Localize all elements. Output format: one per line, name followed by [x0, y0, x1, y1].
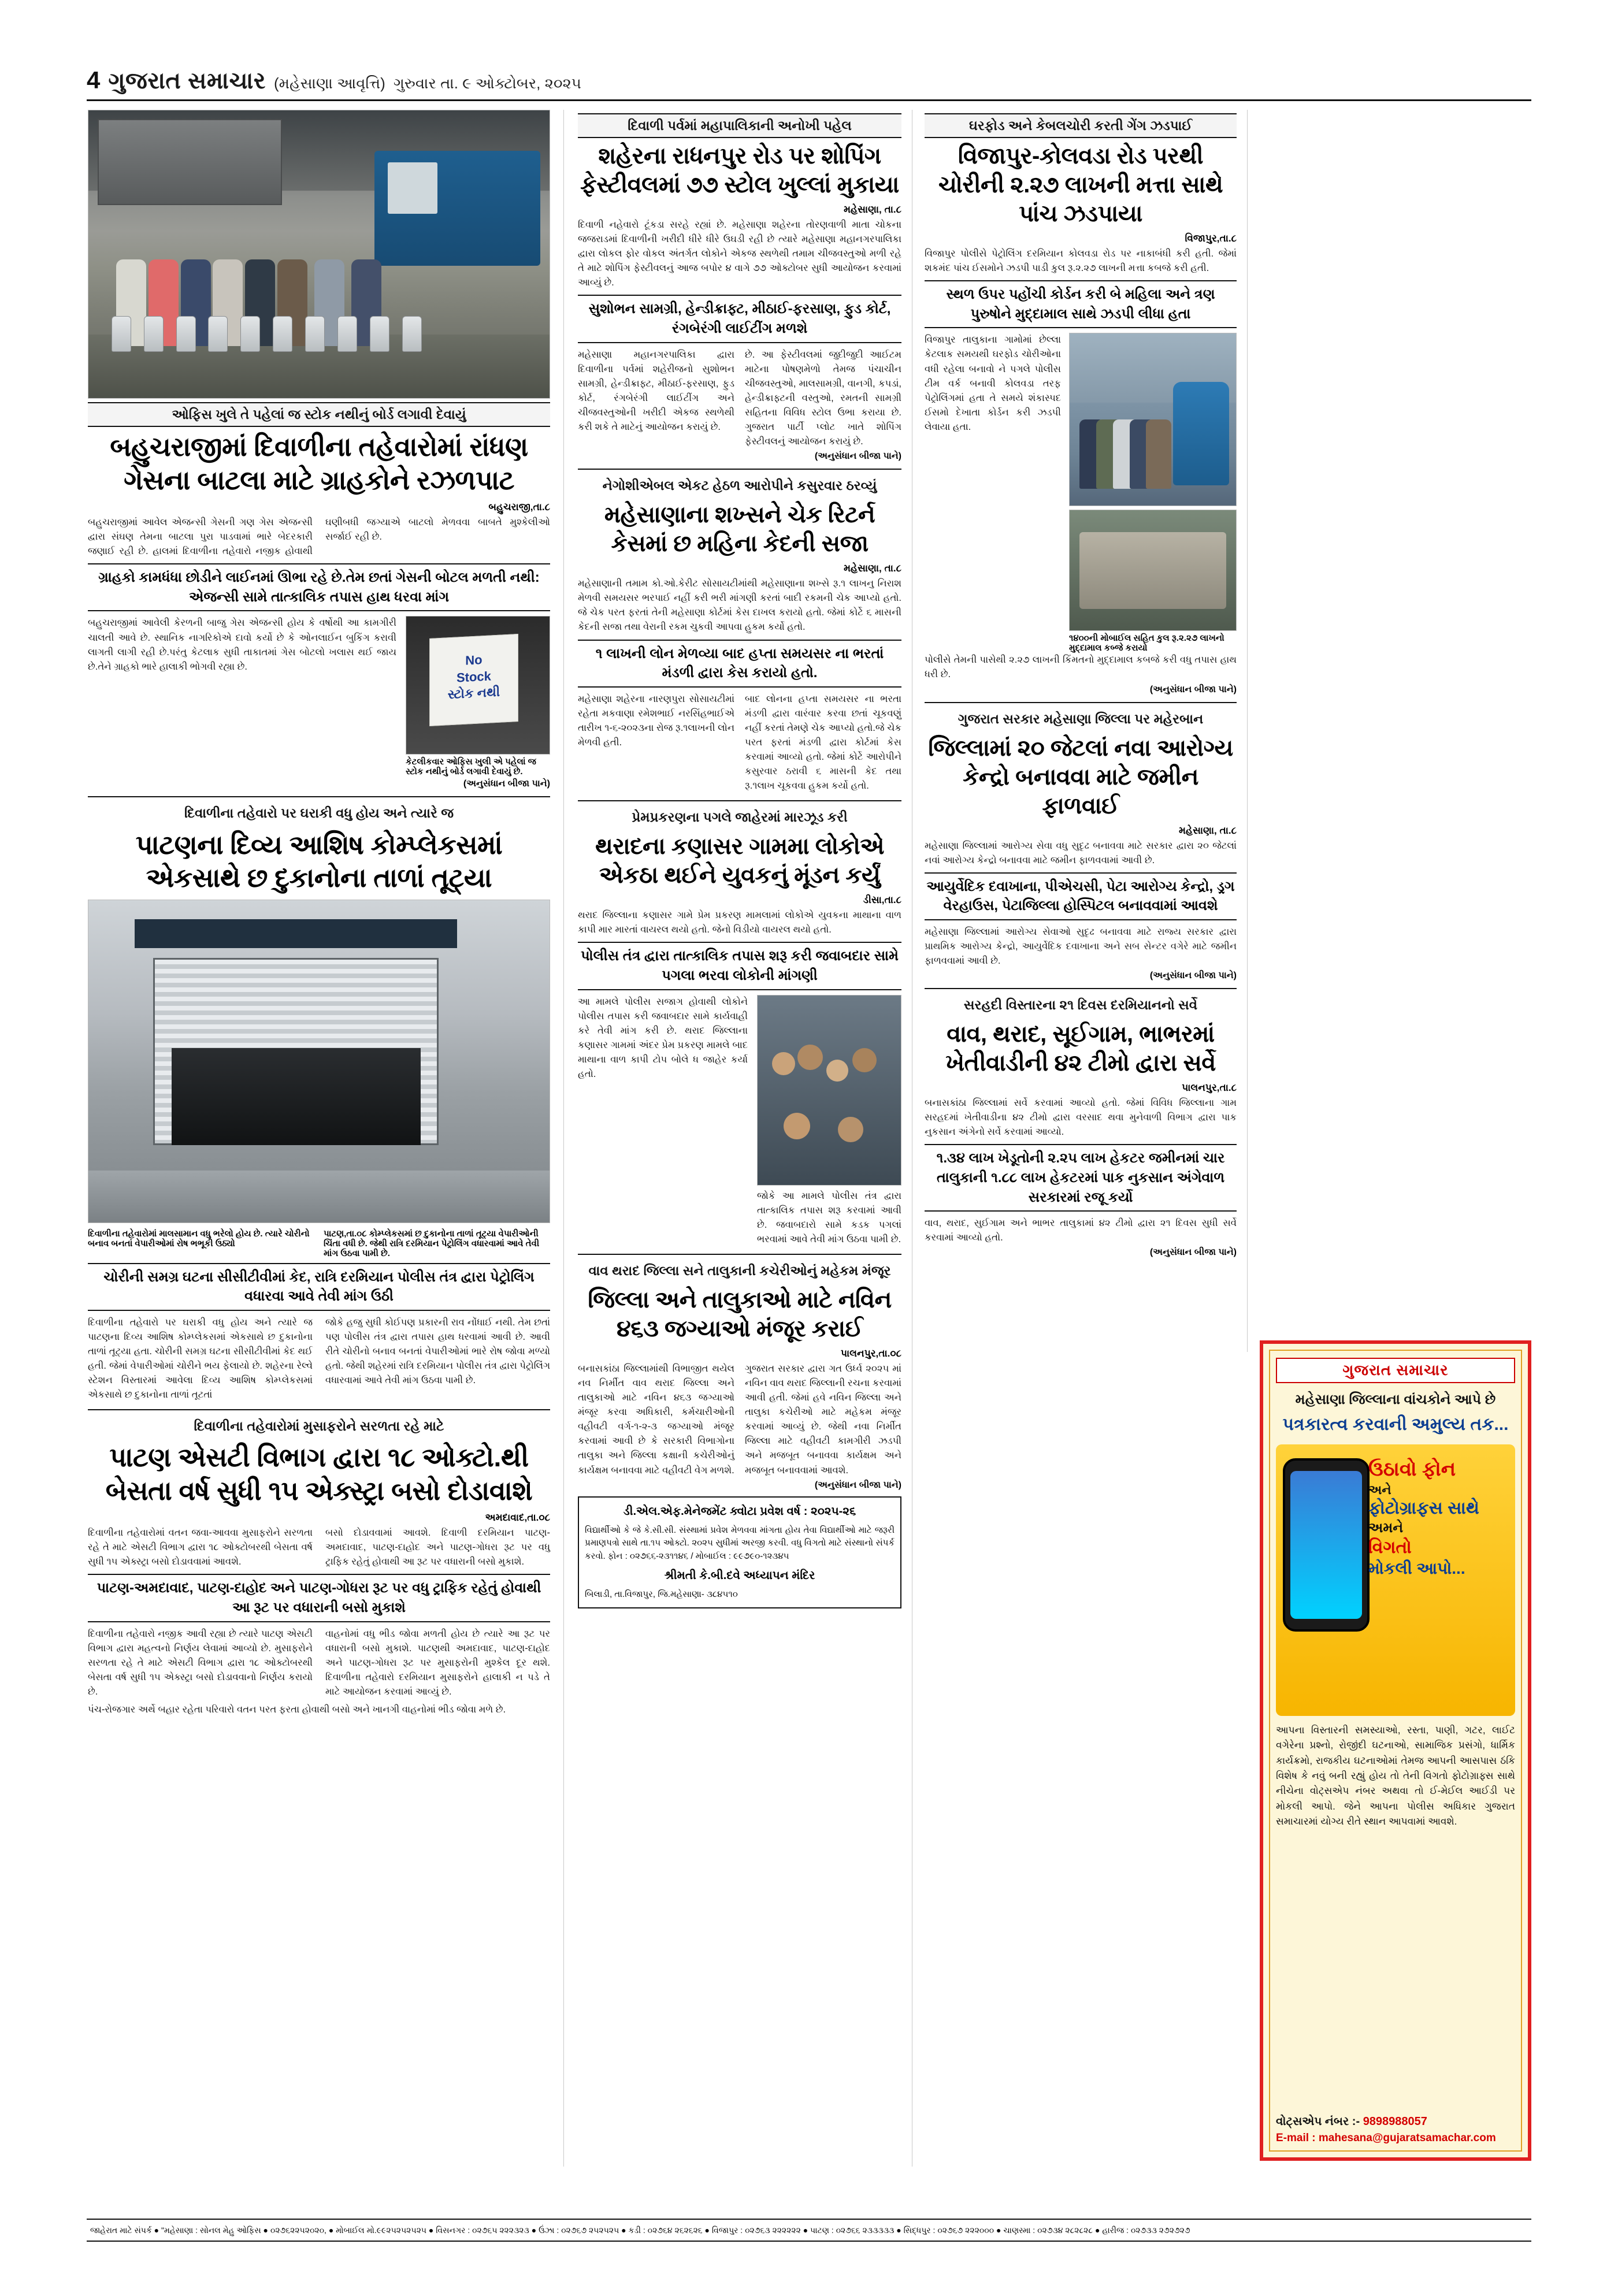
masthead-rule — [87, 99, 1531, 101]
c3-story2-p2: મહેસાણા જિલ્લામાં આરોગ્ય સેવાઓ સુદૃઢ બનાવવા માટે રાજ્ય સરકાર દ્વારા પ્રાથમિક આરોગ્ય કેન્દ્રો, આયુર્વેદિક દવાખાના અને સબ સેન્ટર વગેરે માટે જમીન ફાળવવામાં આવી છે. — [925, 926, 1237, 967]
c3-story2-kicker: ગુજરાત સરકાર મહેસાણા જિલ્લા પર મહેરબાન — [958, 711, 1204, 726]
ad-whatsapp-label: વોટ્સએપ નંબર :- — [1276, 2115, 1360, 2128]
c2-story3-headline: થરાદના કણાસર ગામમા લોકોએ એકઠા થઈને યુવકનું મૂંડન કર્યું — [595, 834, 884, 889]
photo-police-with-accused — [1069, 333, 1237, 506]
ad-line1: મહેસાણા જિલ્લાના વાંચકોને આપે છે — [1295, 1392, 1496, 1407]
c2-story4-body — [578, 1362, 901, 1478]
c2-story1-byline: મહેસાણા, તા.૮ — [844, 204, 901, 216]
photo-no-stock-board: No Stock સ્ટોક નથી — [406, 616, 550, 755]
c2-story4-p2: ગુજરાત સરકાર દ્વારા ગત ઉર્ધ્વ ૨૦૨૫ માં નવિન વાવ થરાદ જિલ્લાની રચના કરવામાં આવી હતી. જેમાં હવે નવિન જિલ્લા અને તાલુકા કચેરીઓ માટે મહેકમ મંજૂર કરવામાં આવ્યું છે. જેથી નવા નિર્મીત જિલ્લા માટે વહીવટી કામગીરી ઝડપી અને મજબૂત બનાવવા કાર્યક્ષમ અને મજબૂત બનાવવામાં આવશે. — [745, 1364, 901, 1476]
c2-divider-2 — [578, 800, 901, 801]
story3-byline: અમદાવાદ,તા.૦૮ — [485, 1512, 550, 1524]
page-number: 4 — [87, 66, 101, 94]
photo-village-crowd — [757, 995, 901, 1186]
c2-story1-p1: દિવાળી નહેવારો ટૂંકડા સરહે રહ્યાં છે. મહેસાણા શહેરના તોરણવાળી માતા ચોકના જજરાડમાં દિવાળીની ખરીદી ધીરે ધીરે ઉઘડી રહી છે ત્યારે મહેસાણા મહાનગરપાલિકા દ્વારા લોકલ ફોર વોકલ અંતર્ગત લોકોને એકજ સ્થળેથી તમામ ચીજવસ્તુઓ મળી રહે તે માટે શોપિંગ ફેસ્ટીવલનું આજ બપોર ૪ વાગે ૭૭ ઓક્ટોબર સુધી આયોજન કરવામાં આવ્યું છે. — [578, 220, 901, 288]
c3-story2-boldline: આયુર્વેદિક દવાખાના, પીએચસી, પેટા આરોગ્ય કેન્દ્રો, ડ્રગ વેરહાઉસ, પેટાજિલ્લા હોસ્પિટલ બનાવવામાં આવશે — [925, 872, 1237, 920]
c3-divider-1 — [925, 702, 1237, 703]
c3-story1-byline: વિજાપુર,તા.૮ — [1185, 233, 1237, 244]
story2-photo-captions — [88, 1227, 550, 1258]
edition-label: (મહેસાણા આવૃત્તિ) — [273, 75, 385, 92]
c2-story3-p1: થરાદ જિલ્લાના કણાસર ગામે પ્રેમ પ્રકરણ મામલામાં લોકોએ યુવકના માથાના વાળ કાપી માર મારતાં વાયરલ થયો હતો. જેનો વિડીયો વાયરલ થયો હતો. — [578, 910, 901, 935]
ad-body-text: આપના વિસ્તારની સમસ્યાઓ, રસ્તા, પાણી, ગટર, લાઈટ વગેરેના પ્રશ્નો, રોજીંદી ઘટનાઓ, સામાજિક પ્રસંગો, ધાર્મિક કાર્યક્રમો, રાજકીય ઘટનાઓમાં તેમજ આપની આસપાસ ઠંકિ વિશેષ કે નવું બની રહ્યું હોય તો તેની વિગતો ફોટોગ્રાફ્સ સાથે નીચેના વોટ્સએપ નંબર અથવા તો ઈ-મેઈલ આઈડી પર મોકલી આપો. જેને આપના પોલીસ અધિકાર ગુજરાત સમાચારમાં યોગ્ય રીતે સ્થાન આપવામાં આવશે. — [1276, 1725, 1515, 1827]
c2-story1-p2: મહેસાણા મહાનગરપાલિકા દ્વારા દિવાળીના પર્વમાં શહેરીજનો સુશોભન સામગ્રી, હેન્ડીક્રાફ્ટ, મીઠાઈ-ફરસાણ, ફુડ કોર્ટ, રંગબેરંગી લાઈટીંગ અને ચીજવસ્તુઓની ખરીદી એકજ સ્થળેથી કરી શકે તે માટેનું આયોજન કરાયું છે. — [578, 349, 734, 433]
photo-gas-cylinder-queue — [88, 110, 550, 399]
c2-story4-p1: બનાસકાંઠા જિલ્લામાંથી વિભાજીત થયેલ નવ નિર્મીત વાવ થરાદ જિલ્લા અને તાલુકાઓ માટે નવિન ૪૬૩ જગ્યાઓ મંજૂર કરવા અધિકારી, કર્મચારીઓની વહીવટી વર્ગ-૧-૨-૩ જગ્યાઓ મંજૂર કરવામાં આવી છે કે સરકારી વિભાગોના તાલુકા અને જિલ્લા કક્ષાની કચેરીઓનું કાર્યક્ષમ બનાવવા માટે વહીવટી વેગ મળશે. — [578, 1364, 734, 1476]
c2-story1-kicker: દિવાળી પર્વમાં મહાપાલિકાની અનોખી પહેલ — [578, 113, 901, 138]
story1-continued: (અનુસંધાન બીજા પાને) — [463, 779, 550, 789]
c3-story1-media — [925, 333, 1237, 653]
ad-whatsapp-row[interactable] — [1276, 2115, 1515, 2128]
story2-body-right: જોકે હજુ સુધી કોઈપણ પ્રકારની રાવ નોંધાઈ નથી. તેમ છતાં પણ પોલીસ તંત્ર દ્વારા તપાસ હાથ ધરવામાં આવી છે. આવી રીતે ચોરીનો બનાવ બનતાં વેપારીઓમાં ભારે રોષ જોવા મળ્યો હતો. જેથી શહેરમાં રાત્રિ દરમિયાન પોલીસ તંત્ર દ્વારા પેટ્રોલિંગ વધારવામાં આવે તેવી માંગ ઉઠવા પામી છે. — [325, 1317, 550, 1386]
boxad-institute-name: શ્રીમતી કે.બી.દવે અધ્યાપન મંદિર — [664, 1569, 815, 1582]
c3-story1-photo-caption: ૧૪૦૦ની મોબાઈલ સહિત કુલ રૂ.૨.૨૭ લાખનો મુદ્દામાલ કબ્જે કરાયો — [1069, 633, 1224, 653]
ad-big3: ફોટોગ્રાફસ સાથે — [1368, 1499, 1479, 1518]
column-divider-1 — [563, 110, 564, 2167]
phone-icon — [1283, 1458, 1370, 1632]
story3-body-right: બસો દોડાવવામાં આવશે. દિવાળી દરમિયાન પાટણ-અમદાવાદ, પાટણ-દાહોદ અને પાટણ-ગોધરા રૂટ પર વધુ ટ્રાફિક રહેતું હોવાથી આ રૂટ પર વધારાની બસો મુકાશે. — [325, 1528, 550, 1567]
story1-body-top — [88, 515, 550, 559]
c2-story2-byline: મહેસાણા, તા.૮ — [844, 563, 901, 574]
story1-lower — [88, 616, 550, 777]
story3-body-left: દિવાળીના તહેવારોમાં વતન જવા-આવવા મુસાફરોને સરળતા રહે તે માટે એસટી વિભાગ દ્વારા ૧૮ ઓક્ટોબરથી બેસતા વર્ષ સુધી ૧૫ એક્સ્ટ્રા બસો દોડાવવામાં આવશે. — [88, 1528, 313, 1567]
photo-no-stock-caption: કેટલીકવાર ઓફિસ ખુલી એ પહેલાં જ સ્ટોક નથીનું બોર્ડ લગાવી દેવાયું છે. — [406, 757, 536, 777]
c2-story2-boldline: ૧ લાખની લોન મેળવ્યા બાદ હપ્તા સમયસર ના ભરતાં મંડળી દ્વારા કેસ કરાયો હતો. — [578, 640, 901, 688]
ad-whatsapp-number[interactable]: 9898988057 — [1363, 2115, 1427, 2128]
story3-subhead: પાટણ-અમદાવાદ, પાટણ-દાહોદ અને પાટણ-ગોધરા રૂટ પર વધુ ટ્રાફિક રહેતું હોવાથી આ રૂટ પર વધારાની બસો મુકાશે — [88, 1574, 550, 1622]
story3-tail — [88, 1627, 550, 1699]
c3-story3-byline: પાલનપુર,તા.૮ — [1182, 1082, 1237, 1094]
story1-subhead: ગ્રાહકો કામધંધા છોડીને લાઈનમાં ઊભા રહે છે.તેમ છતાં ગેસની બોટલ મળતી નથી: એજન્સી સામે તાત્કાલિક તપાસ હાથ ધરવા માંગ — [88, 563, 550, 611]
date-line: ગુરુવાર તા. ૯ ઓક્ટોબર, ૨૦૨૫ — [393, 75, 581, 92]
c2-story2-headline: મહેસાણાના શખ્સને ચેક રિટર્ન કેસમાં છ મહિના કેદની સજા — [604, 502, 875, 557]
story3-kicker: દિવાળીના તહેવારોમાં મુસાફરોને સરળતા રહે માટે — [194, 1418, 444, 1434]
footer-text: જાહેરાત માટે સંપર્ક ● "મહેસાણા : સોનલ મેહુ ઓફિસ ● ૦૨૭૬૨૨૫૨૦૨૦, ● મોબાઈલ મો.૯૯૨૫૨૫૨૫૨૫ ● વિસનગર : ૦૨૭૬૫ ૨૨૨૩૨૩ ● ઉંઝા : ૦૨૭૬૭ ૨૫૨૫૨૫ ● કડી : ૦૨૭૬૪ ૨૬૨૬૨૬ ● વિજાપુર : ૦૨૭૬૩ ૨૨૨૨૨૨ ● પાટણ : ૦૨૭૬૬ ૨૩૩૩૩૩ ● સિદ્ધપુર : ૦૨૭૬૭ ૨૨૨૦૦૦ ● ચાણસ્મા : ૦૨૭૩૪ ૨૮૨૮૨૮ ● હારીજ : ૦૨૭૩૩ ૨૭૨૭૨૭ — [90, 2225, 1190, 2235]
story2-body-left: દિવાળીના તહેવારો પર ઘરાકી વધુ હોય અને ત્યારે જ પાટણના દિવ્ય આશિષ કોમ્પ્લેકસમાં એકસાથે છ દુકાનોના તાળાં તૂટ્યા હતા. ચોરીની સમગ્ર ઘટના સીસીટીવીમાં કેદ થઈ હતી. જેમાં વેપારીઓમાં ચોરીને ભય ફેલાયો છે. શહેરના રેલ્વે સ્ટેશન વિસ્તારમાં આવેલા દિવ્ય આશિષ કોમ્પ્લેકસમાં એકસાથે છ દુકાનોના તાળાં તૂટતાં — [88, 1317, 313, 1400]
story3-tail-left: દિવાળીના તહેવારો નજીક આવી રહ્યા છે ત્યારે પાટણ એસટી વિભાગ દ્વારા મહત્વનો નિર્ણય લેવામાં આવ્યો છે. મુસાફરોને સરળતા રહે તે માટે એસટી વિભાગ દ્વારા ૧૮ ઓક્ટોબરથી બેસતા વર્ષ સુધી ૧૫ એક્સ્ટ્રા બસો દોડાવવાનો નિર્ણય કરાયો છે. — [88, 1628, 313, 1697]
c2-story2-kicker: નેગોશીએબલ એકટ હેઠળ આરોપીને કસુરવાર ઠરવ્યું — [602, 478, 877, 493]
c2-story1-body — [578, 348, 901, 449]
c2-story2-p1: મહેસાણાની તમામ કો.ઓ.કેરીટ સોસાયટીમાંથી મહેસાણાના શખ્સે રૂ.૧ લાખનુ નિરાશ મેળવી સમયસર ભરપાઈ નહીં કરી ભરી માંગણી કરતાં બાદી રકમની ચેક આપ્યો હતો. જે ચેક પરત ફરતાં તેની મહેસાણા કોર્ટમાં કેસ દાખલ કરાયો હતો. જેમાં કોર્ટે ૬ માસની કેદની સજા તથા વેરાની રકમ ચુકવી આપવા હુકમ કર્યો હતો. — [578, 578, 901, 633]
c3-story3-kicker: સરહદી વિસ્તારના ૨૧ દિવસ દરમિયાનનો સર્વે — [963, 997, 1198, 1013]
story2-body — [88, 1316, 550, 1402]
story2-caption-left: દિવાળીના તહેવારોમાં માલસામાન વધુ ભરેલો હોય છે. ત્યારે ચોરીનો બનાવ બનતાં વેપારીઓમાં રોષ ભભૂકી ઉઠ્યો — [88, 1228, 310, 1249]
story1-headline: બહુચરાજીમાં દિવાળીના તહેવારોમાં રાંધણ ગેસના બાટલા માટે ગ્રાહકોને રઝળપાટ — [110, 432, 528, 495]
c2-story1-headline: શહેરના રાધનપુર રોડ પર શોપિંગ ફેસ્ટીવલમાં ૭૭ સ્ટોલ ખુલ્લાં મુકાયા — [580, 143, 899, 198]
column-3 — [925, 110, 1237, 1258]
story-divider-1 — [88, 796, 550, 797]
ad-brand-logo: ગુજરાત સમાચાર — [1276, 1358, 1515, 1383]
c2-divider-3 — [578, 1254, 901, 1255]
masthead — [87, 52, 1531, 92]
c2-divider-1 — [578, 469, 901, 470]
photo-broken-shutter-shop — [88, 900, 550, 1223]
ad-big2: અને — [1368, 1482, 1391, 1497]
ad-inner — [1269, 1350, 1522, 2152]
story1-para1: બહુચરાજીમાં આવેલ એજન્સી ગેસની ગણ ગેસ એજન્સી દ્વારા સંઘણ તેમના બાટલા પુરા પાડવામાં ભારે બેદરકારી જણાઈ રહી છે. હાલમાં દિવાળીના તહેવારો નજીક હોવાથી ઘણીબધી જગ્યાએ બાટલો મેળવવા બાબતે મુશ્કેલીઓ સર્જાઈ રહી છે. — [88, 517, 550, 557]
ad-line2: પત્રકારત્વ કરવાની અમુલ્ય તક... — [1282, 1414, 1509, 1434]
story2-caption-right: પાટણ,તા.૦૮ કોમ્પ્લેકસમાં છ દુકાનોના તાળાં તૂટ્યા વેપારીઓની ચિંતા વધી છે. જેથી રાત્રિ દરમિયાન પેટ્રોલિંગ વધારવામાં આવે તેવી માંગ ઉઠવા પામી છે. — [324, 1228, 540, 1258]
c2-story2-body — [578, 692, 901, 794]
story3-body — [88, 1526, 550, 1569]
story3-footer-note: પંચ-રોજગાર અર્થે બહાર રહેતા પરિવારો વતન પરત ફરતા હોવાથી બસો અને ખાનગી વાહનોમાં ભીડ જોવા મળે છે. — [88, 1704, 506, 1715]
c3-story3-continued: (અનુસંધાન બીજા પાને) — [1149, 1247, 1237, 1258]
column-2 — [578, 110, 901, 1608]
ad-big6: મોકલી આપો... — [1368, 1559, 1465, 1578]
c3-story3-boldline: ૧.૩૪ લાખ ખેડૂતોની ૨.૨૫ લાખ હેકટર જમીનમાં ચાર તાલુકાની ૧.૮૮ લાખ હેકટરમાં પાક નુકસાન અંગેવાળ સરકારમાં રજૂ કર્યો — [925, 1144, 1237, 1212]
column-1 — [88, 110, 550, 1717]
story2-kicker: દિવાળીના તહેવારો પર ઘરાકી વધુ હોય અને ત્યારે જ — [184, 805, 454, 821]
c3-divider-2 — [925, 988, 1237, 989]
ad-big5: વિગતો — [1368, 1537, 1412, 1557]
c3-story2-headline: જિલ્લામાં ૨૦ જેટલાં નવા આરોગ્ય કેન્દ્રો બનાવવા માટે જમીન ફાળવાઈ — [928, 735, 1233, 819]
c3-story2-continued: (અનુસંધાન બીજા પાને) — [1149, 971, 1237, 981]
c3-story3-headline: વાવ, થરાદ, સૂઈગામ, ભાભરમાં ખેતીવાડીની ૪૨ ટીમો દ્વારા સર્વે — [945, 1021, 1216, 1076]
c3-story1-boldline: સ્થળ ઉપર પહોંચી કોર્ડન કરી બે મહિલા અને ત્રણ પુરુષોને મુદ્દામાલ સાથે ઝડપી લીધા હતા — [925, 280, 1237, 328]
c2-story1-p3: છે. આ ફેસ્ટીવલમાં જુદીજુદી આઈટમ માટેના પોષણમેળો તેમજ પંચાચીન ચીજવસ્તુઓ, માલસામગ્રી, વાનગી, કપડાં, હેન્ડીક્રાફ્ટની વસ્તુઓ, રમતની સામગ્રી સહિતના વિવિધ સ્ટોલ ઉભા કરાયા છે. ગુજરાત પાર્ટી પ્લોટ ખાતે શોપિંગ ફેસ્ટીવલનું આયોજન કરાયું છે. — [745, 349, 901, 447]
story1-byline: બહુચરાજી,તા.૮ — [488, 501, 550, 513]
c2-story1-continued: (અનુસંધાન બીજા પાને) — [814, 451, 901, 462]
c3-story1-p2: વિજાપુર તાલુકાના ગામોમાં છેલ્લા કેટલાક સમયથી ઘરફોડ ચોરીઓના વધી રહેલા બનાવો ને પગલે પોલીસ ટીમ વર્ક બનાવી કોલવડા તરફ પેટ્રોલિંગમાં હતા તે સમયે શંકાસ્પદ ઈસમો દેખાતા કોર્ડન કરી ઝડપી લેવાયા હતા. — [925, 335, 1061, 432]
story3-headline: પાટણ એસટી વિભાગ દ્વારા ૧૮ ઓક્ટો.થી બેસતા વર્ષ સુધી ૧૫ એક્સ્ટ્રા બસો દોડાવાશે — [105, 1442, 533, 1506]
footer-contact-strip — [87, 2219, 1531, 2242]
photo-seized-goods — [1069, 510, 1237, 631]
c2-story4-kicker: વાવ થરાદ જિલ્લા સને તાલુકાની કચેરીઓનું મહેકમ મંજૂર — [588, 1262, 891, 1278]
ad-big4: અમને — [1368, 1519, 1404, 1536]
c3-story1-kicker: ઘરફોડ અને કેબલચોરી કરતી ગેંગ ઝડપાઈ — [925, 113, 1237, 138]
box-advertisement — [578, 1496, 901, 1608]
c2-story3-boldline: પોલીસ તંત્ર દ્વારા તાત્કાલિક તપાસ શરૂ કરી જવાબદાર સામે પગલા ભરવા લોકોની માંગણી — [578, 942, 901, 990]
story1-para3: બહુચરાજીમાં આવેલી કેરળની બાજુ ગેસ એજન્સી હોય કે વર્ષોથી આ કામગીરી ચાલતી આવે છે. સ્થાનિક નાગરિકોએ દાવો કર્યો છે કે ઓનલાઈન બુકિંગ કરાવી લાગતી લાગી રહી છે.પરંતુ કેટલાક સુધી તાકાતમાં ગેસ બોટલો ખલાસ થઈ જાય છે.તેને ગ્રાહકો ભારે હાલાકી ભોગવી રહ્યા છે. — [88, 618, 396, 672]
story3-tail-right: વાહનોમાં વધુ ભીડ જોવા મળતી હોય છે ત્યારે આ રૂટ પર વધારાની બસો મુકાશે. પાટણથી અમદાવાદ, પાટણ-દાહોદ અને પાટણ-ગોધરા રૂટ પર મુસાફરોની મુશ્કેલ દૂર થશે. દિવાળીના તહેવારો દરમિયાન મુસાફરોને હાલાકી ન પડે તે માટે આયોજન કરવામાં આવ્યું છે. — [325, 1628, 550, 1697]
c2-story2-p2: મહેસાણા શહેરના નારણપુરા સોસાયટીમાં રહેતા મકવાણા રમેશભાઈ નરસિંહભાઈએ તારીખ ૧-૬-૨૦૨૩ના રોજ રૂ.૧લાખની લોન મેળવી હતી. — [578, 693, 734, 748]
c2-story3-p3: જોકે આ મામલે પોલીસ તંત્ર દ્વારા તાત્કાલિક તપાસ શરૂ કરવામાં આવી છે. જવાબદારો સામે કડક પગલાં ભરવામાં આવે તેવી માંગ ઉઠવા પામી છે. — [757, 1190, 901, 1244]
c3-story2-byline: મહેસાણા, તા.૮ — [1179, 824, 1237, 836]
story2-headline: પાટણના દિવ્ય આશિષ કોમ્પ્લેકસમાં એકસાથે છ દુકાનોના તાળાં તૂટ્યા — [135, 829, 503, 893]
boxad-body: વિદ્યાર્થીઓ કે જે કે.સી.સી. સંસ્થામાં પ્રવેશ મેળવવા માંગતા હોય તેવા વિદ્યાર્થીઓ માટે જરૂરી પ્રમાણપત્રો સાથે તા.૧૫ ઓક્ટો. ૨૦૨૫ સુધીમાં અરજી કરવી. વધુ વિગતો માટે સંસ્થાનો સંપર્ક કરવો. ફોન : ૦૨૭૬૬-૨૩૧૧૪૬ / મોબાઈલ : ૯૯૭૯૦-૧૨૩૪૫ — [585, 1525, 895, 1561]
boxad-line1: ડી.એલ.એફ.મેનેજમેંટ ક્વોટા પ્રવેશ વર્ષ : ૨૦૨૫-૨૬ — [623, 1504, 856, 1518]
photo1-caption: ઓફિસ ખુલે તે પહેલાં જ સ્ટોક નથીનું બોર્ડ લગાવી દેવાયું — [88, 402, 550, 427]
c2-story1-boldline: સુશોભન સામગ્રી, હેન્ડીક્રાફ્ટ, મીઠાઈ-ફરસાણ, ફુડ કોર્ટ, રંગબેરંગી લાઈટીંગ મળશે — [578, 295, 901, 343]
boxad-address: બિલાડી, તા.વિજાપુર, જિ.મહેસાણા- ૩૮૪૫૧૦ — [585, 1589, 738, 1600]
c3-story1-p1: વિજાપુર પોલીસે પેટ્રોલિંગ દરમિયાન કોલવડા રોડ પર નાકાબંધી કરી હતી. જેમાં શકમંદ પાંચ ઈસમોને ઝડપી પાડી કુલ રૂ.૨.૨૭ લાખની મત્તા કબજે કરી હતી. — [925, 248, 1237, 274]
c2-story3-kicker: પ્રેમપ્રકરણના પગલે જાહેરમાં મારઝૂડ કરી — [632, 809, 848, 825]
ad-big1: ઉઠાવો ફોન — [1368, 1458, 1456, 1481]
c2-story4-headline: જિલ્લા અને તાલુકાઓ માટે નવિન ૪૬૩ જગ્યાઓ મંજૂર કરાઈ — [588, 1287, 892, 1342]
ad-email-address[interactable]: mahesana@gujaratsamachar.com — [1318, 2132, 1496, 2144]
ad-email-row[interactable] — [1276, 2132, 1515, 2145]
c3-story3-p2: વાવ, થરાદ, સુઈગામ અને ભાભર તાલુકામાં ૪૨ ટીમો દ્વારા ૨૧ દિવસ સુધી સર્વે કરવામાં આવ્યો હતો. — [925, 1218, 1237, 1243]
c3-story1-headline: વિજાપુર-કોલવડા રોડ પરથી ચોરીની ૨.૨૭ લાખની મત્તા સાથે પાંચ ઝડપાયા — [938, 143, 1223, 227]
c2-story3-byline: ડીસા,તા.૮ — [863, 894, 901, 906]
c3-story3-p1: બનાસકાંઠા જિલ્લામાં સર્વે કરવામાં આવ્યો હતો. જેમાં વિવિધ જિલ્લાના ગામ સરહદમાં ખેતીવાડીના ૪૨ ટીમો દ્વારા વરસાદ થવા મુનેવાળી વિભાગ દ્વારા પાક નુકસાન અંગેનો સર્વે કરવામાં આવ્યો. — [925, 1098, 1237, 1138]
story2-subhead: ચોરીની સમગ્ર ઘટના સીસીટીવીમાં કેદ, રાત્રિ દરમિયાન પોલીસ તંત્ર દ્વારા પેટ્રોલિંગ વધારવા આવે તેવી માંગ ઉઠી — [88, 1263, 550, 1311]
story-divider-2 — [88, 1409, 550, 1410]
c3-story1-continued: (અનુસંધાન બીજા પાને) — [1149, 684, 1237, 694]
ad-email-label: E-mail : — [1276, 2132, 1316, 2144]
c3-story2-p1: મહેસાણા જિલ્લામાં આરોગ્ય સેવા વધુ સુદૃઢ બનાવવા માટે સરકાર દ્વારા ૨૦ જેટલાં નવાં આરોગ્ય કેન્દ્રો બનાવવા માટે જમીન ફાળવવામાં આવી છે. — [925, 840, 1237, 865]
column-divider-3 — [1247, 110, 1248, 1352]
c2-story2-p3: બાદ લોનના હપ્તા સમયસર ના ભરતા મંડળી દ્વારા વારંવાર કરવા છતાં ચૂકવણું નહીં કરતાં તેમણે ચેક આપ્યો હતો.જે ચેક પરત ફરતાં મંડળી દ્વારા કોર્ટમાં કેસ કરવામાં આવ્યો હતો. જેમાં કોર્ટે આરોપીને કસુરવાર ઠરાવી ૬ માસની કેદ તથા રૂ.૧લાખ ચૂકવવા હુકમ કર્યો હતો. — [745, 693, 901, 792]
ad-headline-block — [1368, 1457, 1511, 1578]
c2-story4-continued: (અનુસંધાન બીજા પાને) — [814, 1480, 901, 1490]
c2-story3-p2: આ મામલે પોલીસ સજાગ હોવાથી લોકોને પોલીસ તપાસ કરી જવાબદાર સામે કાર્યવાહી કરે તેવી માંગ કરી છે. થરાદ જિલ્લાના કણાસર ગામમાં અંદર પ્રેમ પ્રકરણ મામલે બાદ માથાના વાળ કાપી ટોપ બોલે ધ જાહેર કર્યા હતો. — [578, 996, 748, 1080]
display-advertisement[interactable] — [1260, 1340, 1531, 2161]
publication-title: ગુજરાત સમાચાર — [108, 68, 266, 94]
ad-contact-block — [1276, 2115, 1515, 2145]
c2-story4-byline: પાલનપુર,તા.૦૮ — [840, 1348, 901, 1359]
ad-illustration — [1276, 1444, 1515, 1716]
c3-story1-p3: પોલીસે તેમની પાસેથી ૨.૨૭ લાખની કિંમતનો મુદ્દામાલ કબજે કરી વધુ તપાસ હાથ ધરી છે. — [925, 655, 1237, 680]
c2-story3-lower — [578, 995, 901, 1247]
